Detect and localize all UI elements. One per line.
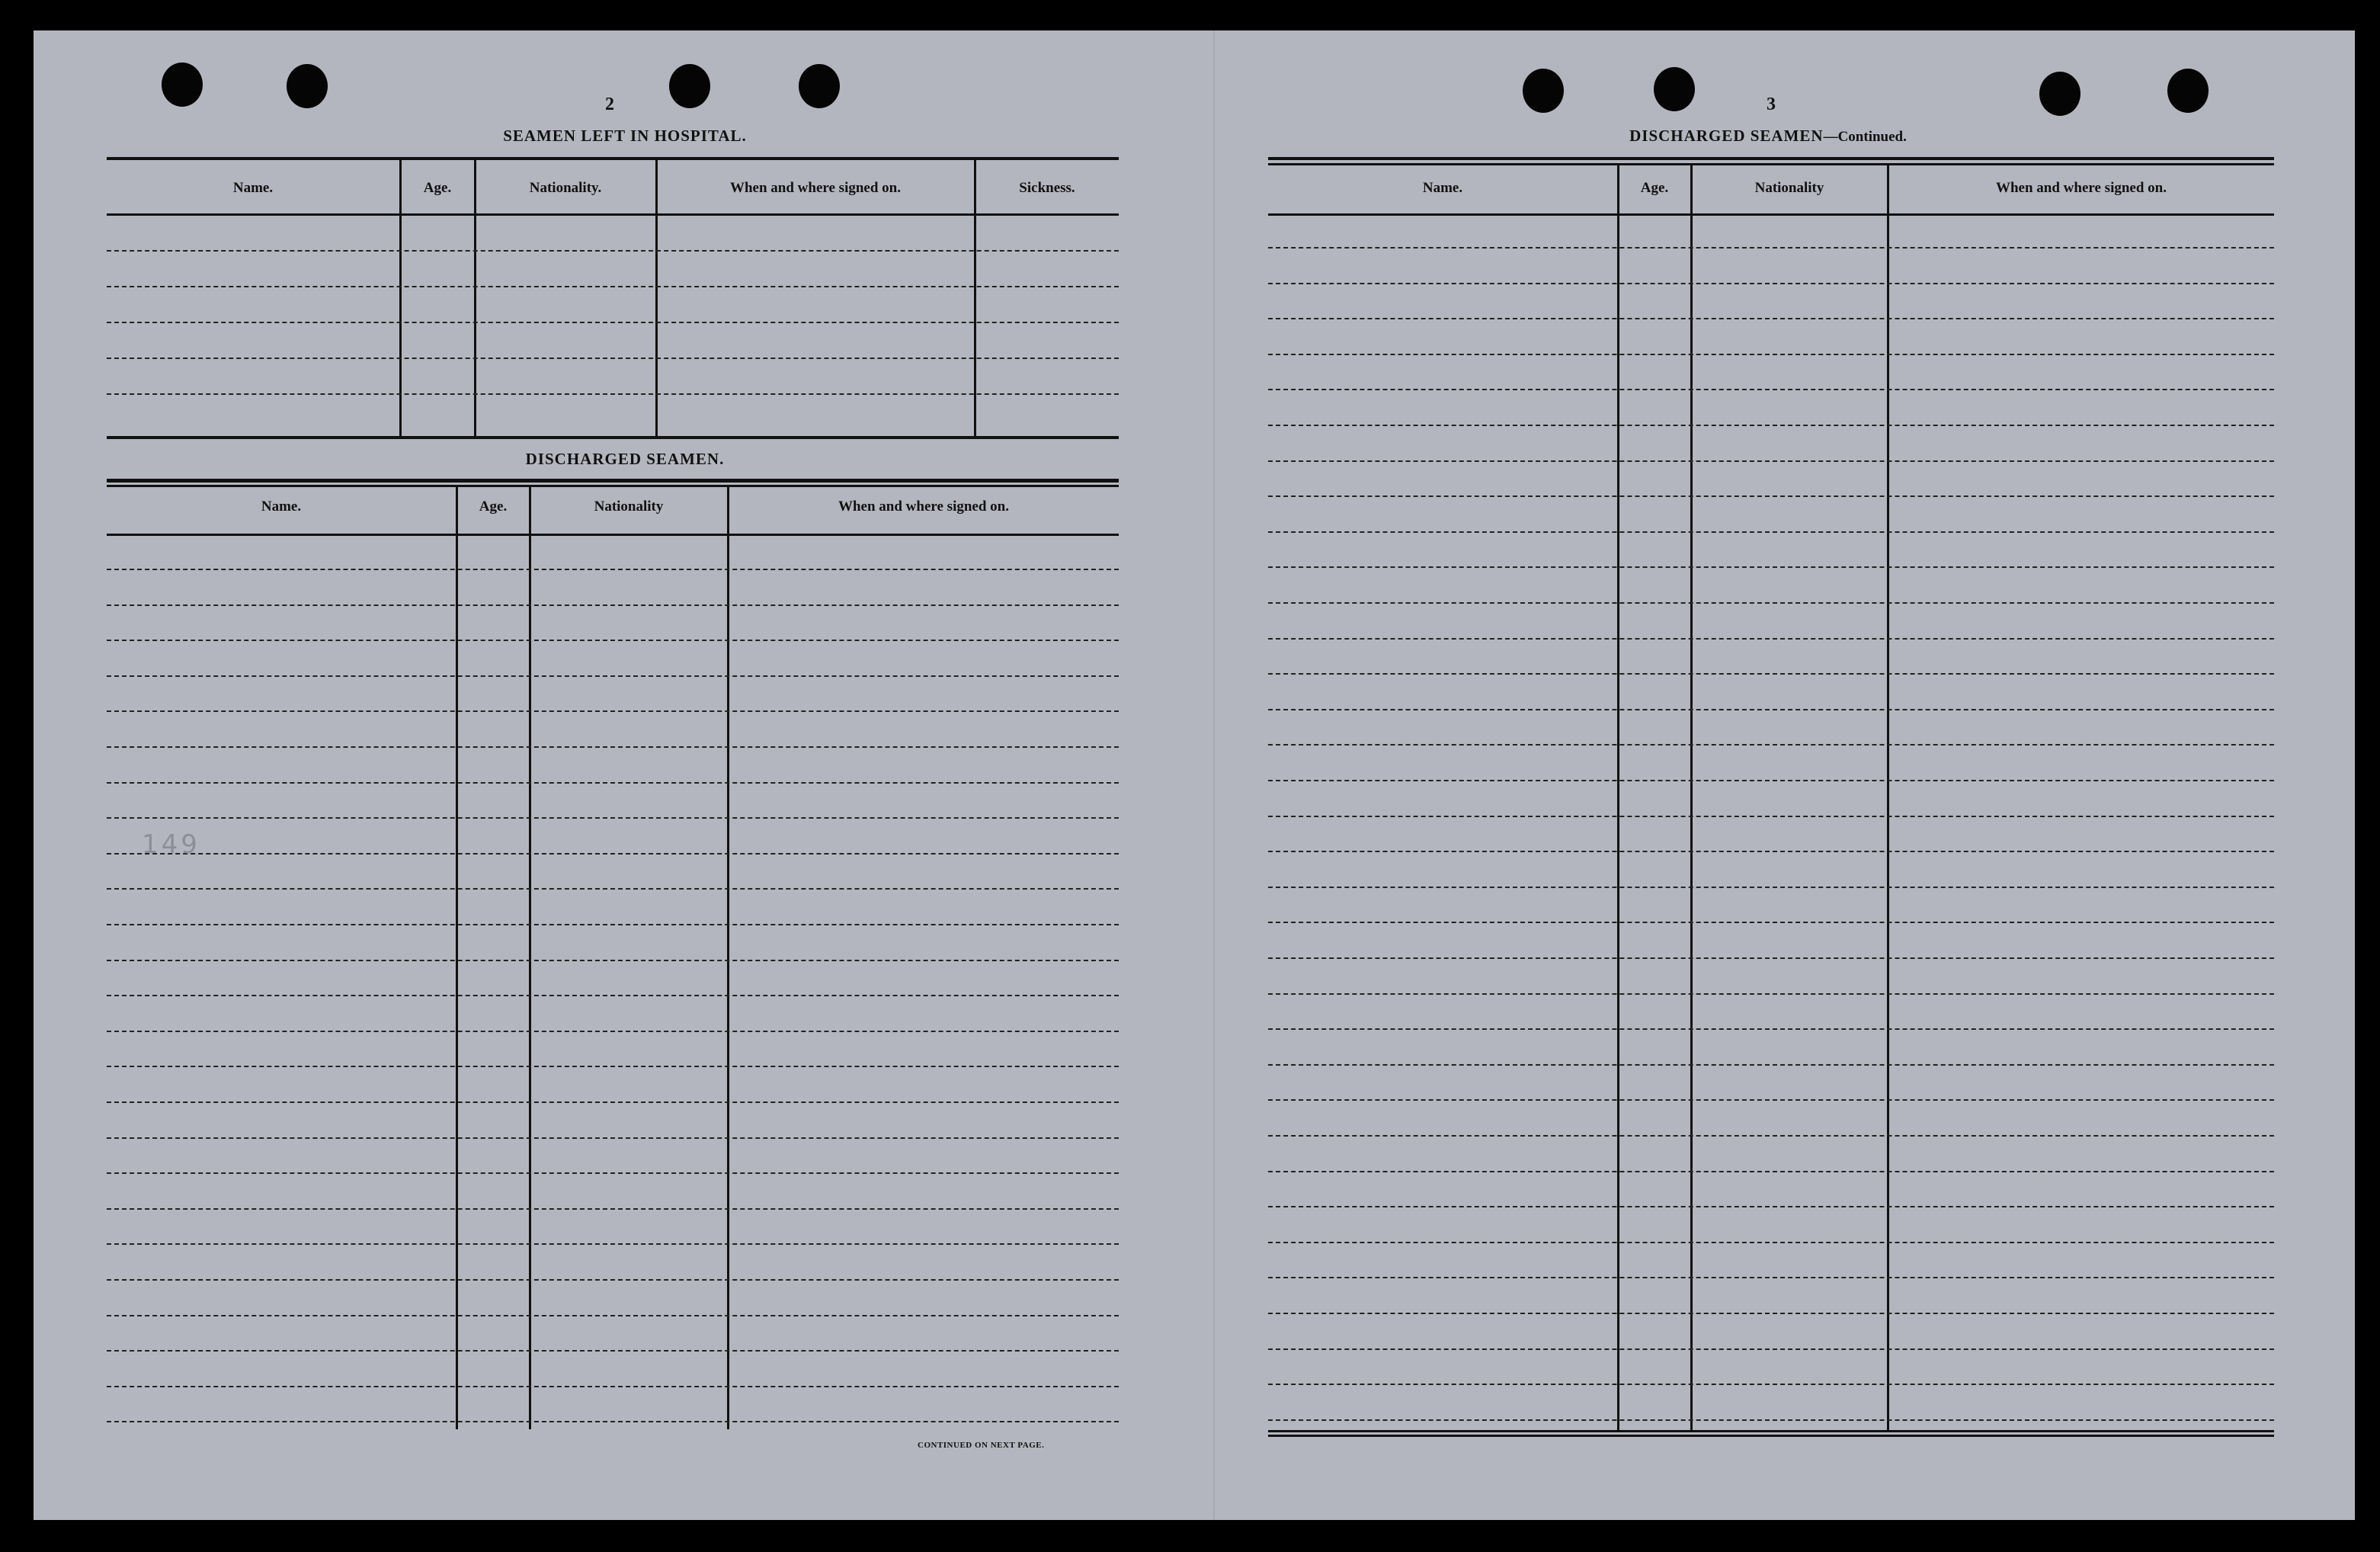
ruled-line [1268,1242,2274,1243]
ruled-line [1268,283,2274,284]
hospital-table [107,157,1119,442]
column-header-age: Age. [1640,180,1669,196]
column-header-nationality: Nationality [594,499,664,515]
title-continued: —Continued. [1823,129,1907,145]
ruled-line [1268,816,2274,817]
page-number: 2 [605,95,614,114]
ruled-line [1268,1313,2274,1314]
ruled-line [1268,1028,2274,1030]
ruled-line [1268,957,2274,959]
ruled-line [107,1208,1119,1210]
hospital-section-title: SEAMEN LEFT IN HOSPITAL. [503,127,747,145]
column-header-age: Age. [423,180,452,196]
ruled-line [1268,851,2274,852]
column-header-signed-on: When and where signed on. [838,499,1009,515]
ruled-line [107,1243,1119,1245]
ruled-line [107,853,1119,855]
column-header-sickness: Sickness. [1019,180,1075,196]
ruled-line [1268,1277,2274,1278]
ruled-line [107,393,1119,395]
punch-hole [1523,69,1564,113]
ruled-line [1268,354,2274,355]
punch-hole [2039,72,2080,116]
punch-hole [1654,67,1695,111]
column-header-nationality: Nationality. [529,180,602,196]
ruled-line [107,817,1119,819]
ruled-line [107,358,1119,359]
page-fold [1213,30,1215,1520]
punch-hole [2167,69,2209,113]
page-number: 3 [1767,95,1776,114]
ruled-line [1268,1135,2274,1137]
ruled-line [1268,709,2274,710]
ruled-line [107,604,1119,606]
ruled-line [1268,495,2274,497]
ruled-line [107,888,1119,890]
ruled-line [107,250,1119,252]
ruled-line [107,1066,1119,1067]
ruled-line [107,1101,1119,1103]
pencil-note: 149 [142,829,200,860]
ruled-line [107,1031,1119,1032]
ruled-line [107,710,1119,712]
discharged-section-title: DISCHARGED SEAMEN. [525,450,725,468]
punch-hole [669,64,710,108]
ruled-line [107,1172,1119,1174]
column-header-signed-on: When and where signed on. [729,180,901,196]
ruled-line [1268,1384,2274,1385]
ruled-line [1268,887,2274,888]
ruled-line [107,1137,1119,1139]
ruled-line [1268,602,2274,604]
ruled-line [1268,744,2274,746]
ruled-line [1268,638,2274,640]
ruled-line [107,640,1119,641]
ruled-line [1268,1419,2274,1421]
column-header-signed-on: When and where signed on. [1995,180,2167,196]
ruled-line [107,995,1119,996]
ruled-line [1268,566,2274,568]
ruled-line [107,569,1119,570]
column-header-nationality: Nationality [1754,180,1824,196]
ruled-line [1268,318,2274,319]
column-header-age: Age. [479,499,508,515]
ruled-line [1268,1171,2274,1172]
discharged-continued-title [1509,127,2027,146]
ruled-line [107,322,1119,323]
ruled-line [107,924,1119,925]
column-header-name: Name. [232,180,274,196]
ruled-line [107,286,1119,287]
ruled-line [107,746,1119,748]
column-header-name: Name. [261,499,302,515]
ruled-line [107,782,1119,784]
ruled-line [1268,1064,2274,1066]
punch-hole [799,64,840,108]
punch-hole [287,64,328,108]
title-main: DISCHARGED SEAMEN [1629,127,1824,145]
ruled-line [1268,247,2274,249]
continued-footer: CONTINUED ON NEXT PAGE. [918,1441,1045,1450]
ruled-line [1268,389,2274,390]
column-header-name: Name. [1422,180,1463,196]
punch-hole [162,63,203,107]
ruled-line [107,1350,1119,1352]
ruled-line [107,1315,1119,1316]
discharged-continued-table [1268,157,2274,1438]
ruled-line [1268,1206,2274,1207]
ruled-line [107,960,1119,961]
ruled-line [107,675,1119,677]
ruled-line [1268,1099,2274,1101]
ruled-line [1268,993,2274,995]
ruled-line [1268,531,2274,533]
ruled-line [1268,460,2274,462]
ruled-line [1268,425,2274,426]
discharged-table [107,479,1119,1435]
ruled-line [107,1421,1119,1422]
ruled-line [1268,673,2274,675]
ruled-line [107,1386,1119,1387]
ruled-line [107,1279,1119,1281]
ruled-line [1268,780,2274,781]
ruled-line [1268,1348,2274,1350]
ruled-line [1268,922,2274,923]
